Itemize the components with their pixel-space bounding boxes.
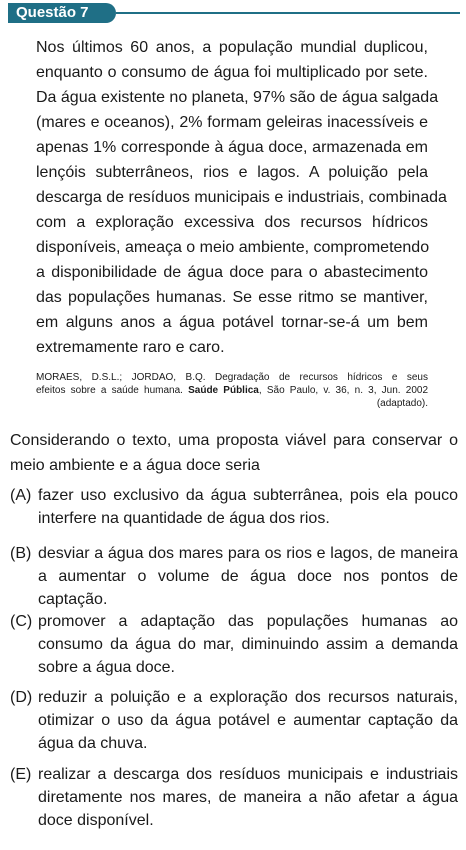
option-letter: (B) [10,545,32,562]
passage-line: disponíveis, ameaça o meio ambiente, comprometendo [36,239,430,256]
passage-line: a disponibilidade de água doce para o abastecimento [36,264,428,281]
option-text [38,484,458,530]
passage-line: Nos últimos 60 anos, a população mundial duplicou, [36,39,428,56]
option-letter: (C) [10,613,33,630]
option-line: consumo da água do mar, diminuindo assim a demanda [38,636,458,653]
passage-line: das populações humanas. Se esse ritmo se mantiver, [36,289,428,306]
passage-line: apenas 1% corresponde à água doce, armazenada em [36,139,428,156]
option-line: otimizar o uso da água potável e aumentar captação da [38,712,458,729]
passage-line: com a exploração excessiva dos recursos hídricos [36,214,428,231]
option-text [38,763,458,832]
option-line: reduzir a poluição e a exploração dos recursos naturais, [38,689,458,706]
option-line: a aumentar o volume de água doce nos pontos de [38,568,458,585]
prompt-line: meio ambiente e a água doce seria [10,457,260,474]
citation-text: , São Paulo, v. 36, n. 3, Jun. 2002 [258,385,429,396]
option-line: desviar a água dos mares para os rios e lagos, de maneira [38,545,458,562]
option-letter: (D) [10,689,33,706]
option-line: realizar a descarga dos resíduos municipais e industriais [38,766,458,783]
question-number-badge: Questão 7 [8,3,116,23]
option-text [38,686,458,755]
passage-line: (mares e oceanos), 2% formam geleiras inacessíveis e [36,114,428,131]
passage-line: em alguns anos a água potável tornar-se-á um bem [36,314,428,331]
option-line: promover a adaptação das populações humanas ao [38,613,458,630]
question-header [8,3,460,23]
prompt-line: Considerando o texto, uma proposta viável para conservar o [10,432,458,449]
passage-line: Da água existente no planeta, 97% são de água salgada [36,89,439,106]
citation-line: MORAES, D.S.L.; JORDAO, B.Q. Degradação de recursos hídricos e seus [36,372,428,383]
passage-line: descarga de resíduos municipais e industriais, combinada [36,189,447,206]
citation-line [36,384,428,397]
citation-text: efeitos sobre a saúde humana. [36,385,189,396]
option-line: diretamente nos mares, de maneira a não afetar a água [38,789,458,806]
option-line: interfere na quantidade de água dos rios. [38,510,330,527]
citation-line: (adaptado). [376,398,428,409]
option-letter: (A) [10,487,32,504]
passage-line: enquanto o consumo de água foi multiplicado por sete. [36,64,428,81]
option-line: captação. [38,591,108,608]
option-line: fazer uso exclusivo da água subterrânea, pois ela pouco [38,487,458,504]
passage-line: extremamente raro e caro. [36,339,225,356]
header-rule [116,12,460,14]
source-citation [36,371,428,410]
passage-line: lençóis subterrâneos, rios e lagos. A poluição pela [36,164,428,181]
passage-text [36,35,447,360]
option-text [38,542,458,611]
option-line: sobre a água doce. [38,659,175,676]
option-line: doce disponível. [38,812,154,829]
question-prompt [10,428,458,478]
journal-title: Saúde Pública [188,385,259,396]
option-letter: (E) [10,766,32,783]
option-text [38,610,458,679]
option-line: água da chuva. [38,735,148,752]
